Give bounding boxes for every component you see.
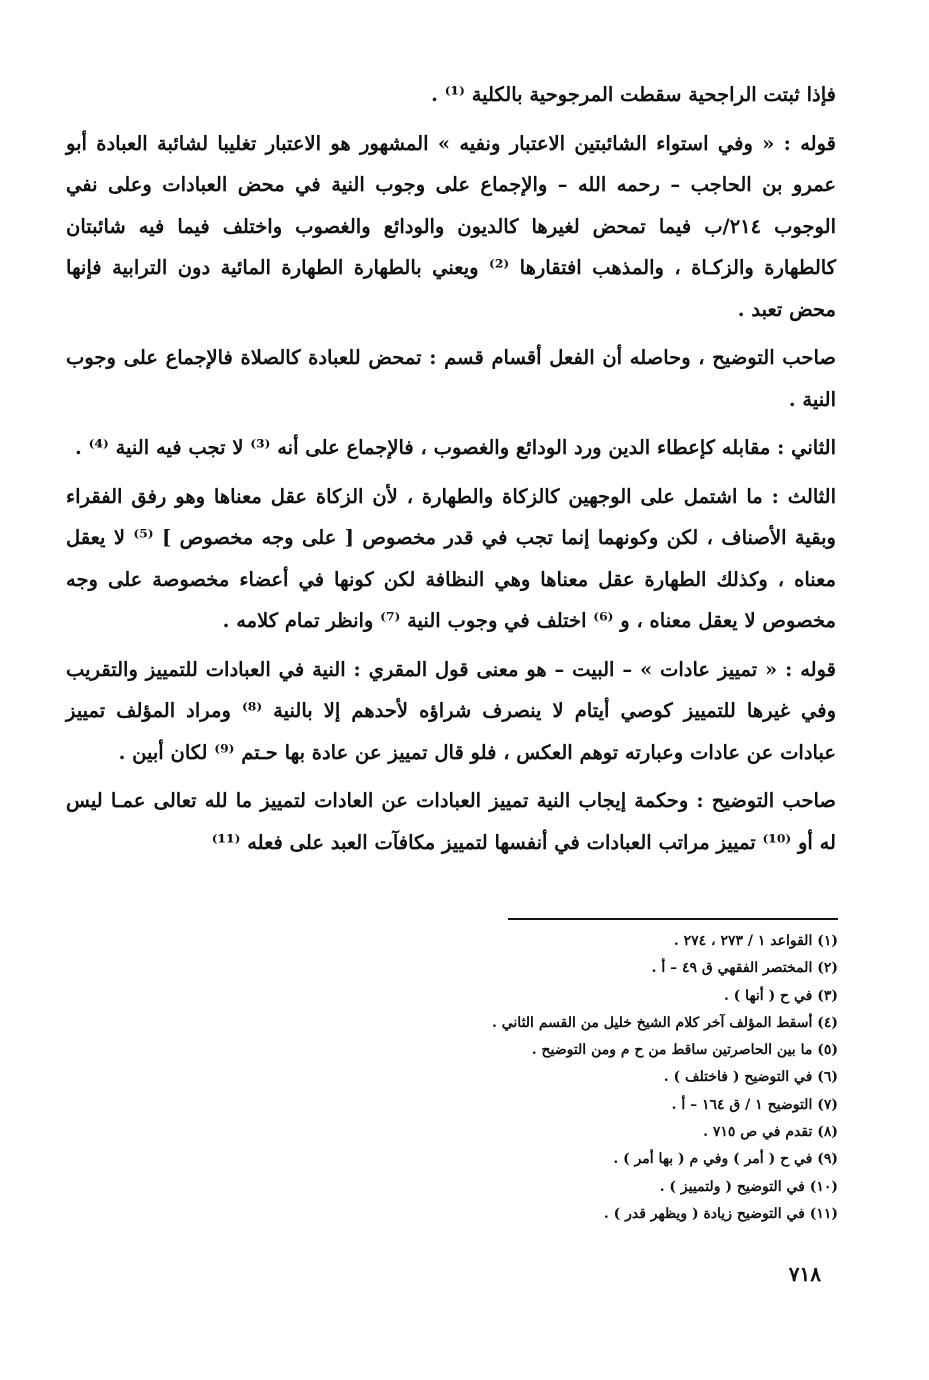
footnote-divider (508, 918, 838, 920)
footnote-item: (٤) أسقط المؤلف آخر كلام الشيخ خليل من القسم الثاني . (491, 1014, 838, 1031)
footnote-item: (٣) في ح ( أنها ) . (723, 987, 838, 1004)
footnote-item: (٨) تقدم في ص ٧١٥ . (703, 1124, 838, 1141)
footnote-item: (١١) في التوضيح زيادة ( ويظهر قدر ) . (603, 1205, 838, 1222)
paragraph: قوله : « تمييز عادات » – البيت – هو معنى قول المقري : النية في العبادات للتمييز والتقريب وفي غيرها للتمييز كوصي أيتام لا ينصرف شراؤه لأحدهم إلا بالنية ⁽⁸⁾ ومراد المؤلف تمييز عبادات عن عادات وعبارته توهم العكس ، فلو قال تمييز عن عادة بها حـتم ⁽⁹⁾ لكان أبين . (66, 657, 836, 764)
paragraph: صاحب التوضيح ، وحاصله أن الفعل أقسام قسم : تمحض للعبادة كالصلاة فالإجماع على وجوب النية . (66, 346, 836, 411)
paragraph: قوله : « وفي استواء الشائبتين الاعتبار ونفيه » المشهور هو الاعتبار تغليبا لشائبة العبادة أبو عمرو بن الحاجب – رحمه الله – والإجماع على وجوب النية في محض العبادات وعلى نفي الوجوب ٢١٤/ب فيما تمحض لغيرها كالديون والودائع والغصوب واختلف فيما فيه شائبتان كالطهارة والزكـاة ، والمذهب افتقارها ⁽²⁾ ويعني بالطهارة الطهارة المائية دون الترابية فإنها محض تعبد . (66, 131, 837, 321)
paragraph: الثالث : ما اشتمل على الوجهين كالزكاة والطهارة ، لأن الزكاة عقل معناها وهو رفق الفقراء وبقية الأصناف ، لكن وكونهما إنما تجب في قدر مخصوص [ على وجه مخصوص ] ⁽⁵⁾ لا يعقل معناه ، وكذلك الطهارة عقل معناها وهي النظافة لكن كونها في أعضاء مخصوصة على وجه مخصوص لا يعقل معناه ، و ⁽⁶⁾ اختلف في وجوب النية ⁽⁷⁾ وانظر تمام كلامه . (66, 484, 836, 632)
footnote-item: (١) القواعد ١ / ٢٧٣ ، ٢٧٤ . (673, 933, 838, 949)
paragraph: الثاني : مقابله كإعطاء الدين ورد الودائع والغصوب ، فالإجماع على أنه ⁽³⁾ لا تجب فيه النية ⁽⁴⁾ . (75, 436, 836, 459)
footnote-item: (٢) المختصر الفقهي ق ٤٩ – أ . (651, 960, 838, 977)
main-text (66, 74, 836, 870)
footnote-item: (٦) في التوضيح ( فاختلف ) . (663, 1069, 838, 1086)
footnote-item: (٩) في ح ( أمر ) وفي م ( بها أمر ) . (613, 1151, 838, 1168)
footnote-item: (١٠) في التوضيح ( ولتمييز ) . (659, 1178, 838, 1195)
footnote-item: (٥) ما بين الحاصرتين ساقط من ح م ومن التوضيح . (531, 1042, 838, 1059)
paragraph: فإذا ثبتت الراجحية سقطت المرجوحية بالكلية ⁽¹⁾ . (431, 83, 836, 106)
footnote-list (300, 928, 838, 1228)
footnote-item: (٧) التوضيح ١ / ق ١٦٤ – أ . (671, 1096, 838, 1113)
page-number: ٧١٨ (788, 1262, 821, 1286)
paragraph: صاحب التوضيح : وحكمة إيجاب النية تمييز العبادات عن العادات لتمييز ما لله تعالى عمـا ليس له أو ⁽¹⁰⁾ تمييز مراتب العبادات في أنفسها لتمييز مكافآت العبد على فعله ⁽¹¹⁾ (66, 789, 836, 854)
